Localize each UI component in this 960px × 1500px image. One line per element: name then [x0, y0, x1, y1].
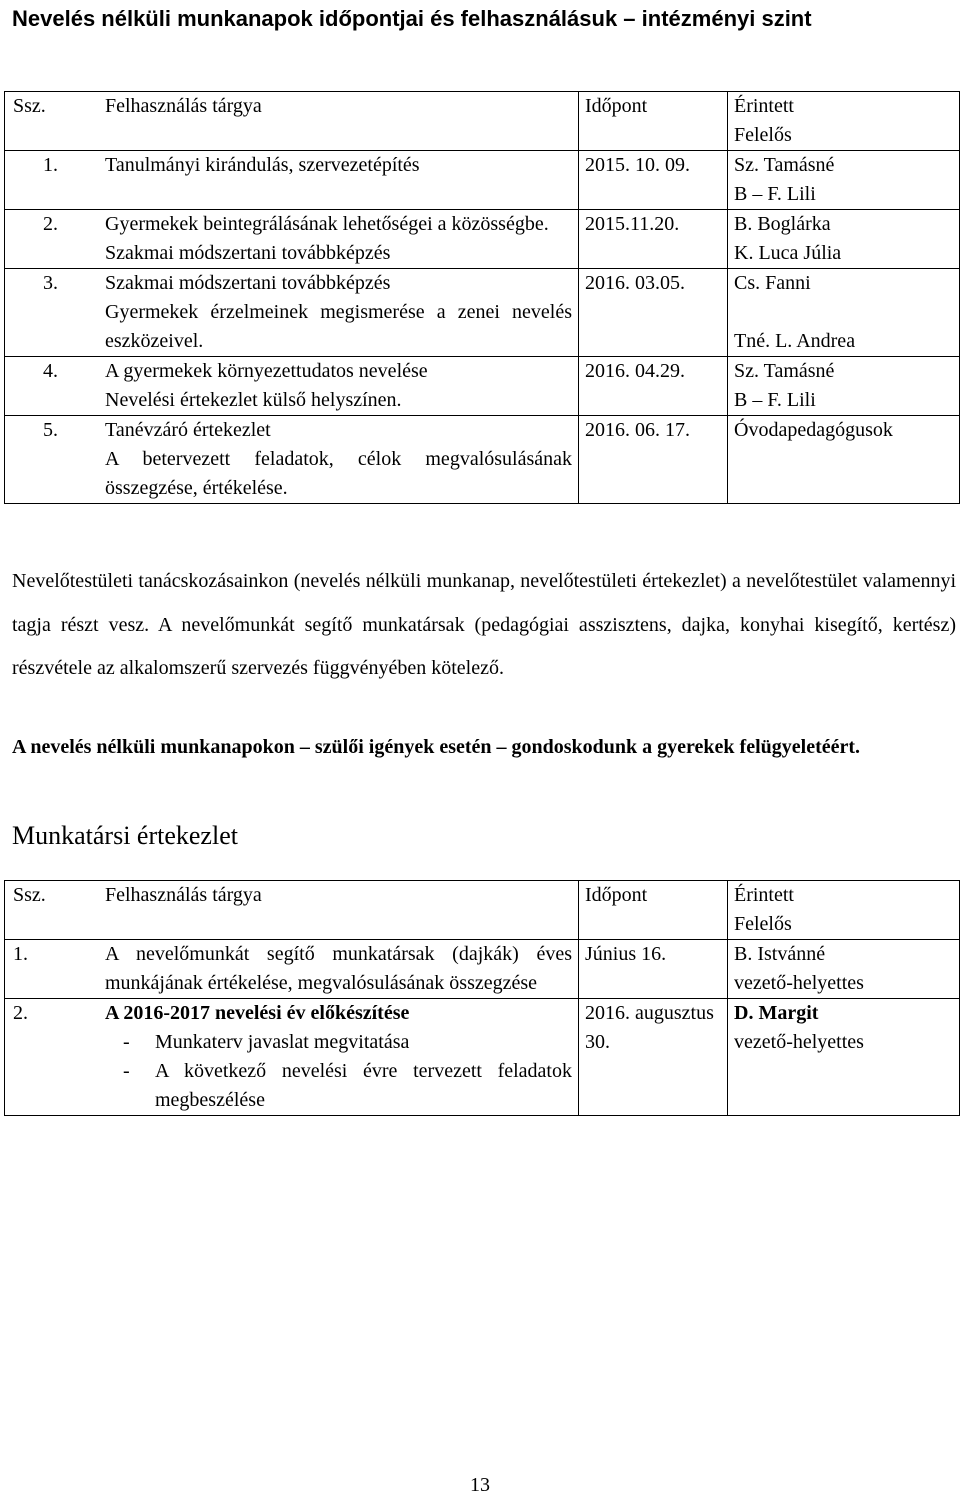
- table-row: [5, 357, 960, 416]
- paragraph-supervision: A nevelés nélküli munkanapokon – szülői igények esetén – gondoskodunk a gyerekek felügyeletéért.: [12, 736, 861, 758]
- header-subject: Felhasználás tárgya: [105, 884, 262, 906]
- task-list: [105, 1028, 572, 1115]
- row-date: 2015.11.20.: [579, 210, 728, 269]
- row-responsible: D. Margit vezető-helyettes: [728, 999, 960, 1116]
- row-subject: Szakmai módszertani továbbképzés: [105, 272, 391, 294]
- row-subject: A nevelőmunkát segítő munkatársak (dajkák) éves munkájának értékelése, megvalósulásának összegzése: [105, 943, 572, 994]
- row-subject-2: A betervezett feladatok, célok megvalósulásának összegzése, értékelése.: [105, 448, 572, 499]
- row-responsible: Sz. Tamásné B – F. Lili: [728, 151, 960, 210]
- row-responsible: Óvodapedagógusok: [728, 416, 960, 504]
- header-ssz: Ssz.: [13, 884, 46, 906]
- row-number: 2.: [43, 213, 58, 235]
- table-header-row: [5, 881, 960, 940]
- row-responsible: B. Istvánné vezető-helyettes: [728, 940, 960, 999]
- row-number: 1.: [43, 154, 58, 176]
- page-number: 13: [470, 1474, 490, 1496]
- row-date: 2016. 03.05.: [579, 269, 728, 357]
- row-number: 3.: [43, 272, 58, 294]
- workday-table: [4, 91, 960, 504]
- row-responsible: Sz. Tamásné B – F. Lili: [728, 357, 960, 416]
- header-responsible: Érintett Felelős: [728, 92, 960, 151]
- table-row: [5, 151, 960, 210]
- row-number: 4.: [43, 360, 58, 382]
- row-subject: A 2016-2017 nevelési év előkészítése: [105, 1002, 410, 1024]
- row-date: 2016. 04.29.: [579, 357, 728, 416]
- table-row: [5, 999, 960, 1116]
- header-ssz: Ssz.: [13, 95, 46, 117]
- row-responsible: B. Boglárka K. Luca Júlia: [728, 210, 960, 269]
- table-row: [5, 269, 960, 357]
- header-date: Időpont: [579, 881, 728, 940]
- header-responsible: Érintett Felelős: [728, 881, 960, 940]
- paragraph-participation: Nevelőtestületi tanácskozásainkon (nevelés nélküli munkanap, nevelőtestületi értekezlet) a nevelőtestület valamennyi tagja részt vesz. A nevelőmunkát segítő munkatársak (pedagógiai asszisztens, dajka, konyhai kisegítő, kertész) részvétele az alkalomszerű szervezés függvényében kötelező.: [12, 570, 956, 679]
- row-subject: Tanévzáró értekezlet: [105, 419, 271, 441]
- row-date: 2016. 06. 17.: [579, 416, 728, 504]
- staff-meeting-table: [4, 880, 960, 1116]
- list-item: - Munkaterv javaslat megvitatása: [123, 1031, 410, 1053]
- table-row: [5, 940, 960, 999]
- row-subject-2: Nevelési értekezlet külső helyszínen.: [105, 389, 402, 411]
- page-title: Nevelés nélküli munkanapok időpontjai és felhasználásuk – intézményi szint: [12, 6, 812, 31]
- row-subject-2: Gyermekek érzelmeinek megismerése a zenei nevelés eszközeivel.: [105, 301, 572, 352]
- table-row: [5, 210, 960, 269]
- row-subject: A gyermekek környezettudatos nevelése: [105, 360, 428, 382]
- row-responsible: Cs. Fanni Tné. L. Andrea: [728, 269, 960, 357]
- row-number: 2.: [13, 1002, 28, 1024]
- row-date: 2015. 10. 09.: [579, 151, 728, 210]
- row-subject: Gyermekek beintegrálásának lehetőségei a közösségbe.: [105, 213, 549, 235]
- list-item: - A következő nevelési évre tervezett feladatok megbeszélése: [123, 1060, 572, 1111]
- table-row: [5, 416, 960, 504]
- section-title: Munkatársi értekezlet: [12, 821, 238, 850]
- row-subject: Tanulmányi kirándulás, szervezetépítés: [105, 154, 420, 176]
- row-date: 2016. augusztus 30.: [579, 999, 728, 1116]
- row-date: Június 16.: [579, 940, 728, 999]
- header-subject: Felhasználás tárgya: [105, 95, 262, 117]
- row-subject-2: Szakmai módszertani továbbképzés: [105, 242, 391, 264]
- row-number: 1.: [13, 943, 28, 965]
- header-date: Időpont: [579, 92, 728, 151]
- table-header-row: [5, 92, 960, 151]
- row-number: 5.: [43, 419, 58, 441]
